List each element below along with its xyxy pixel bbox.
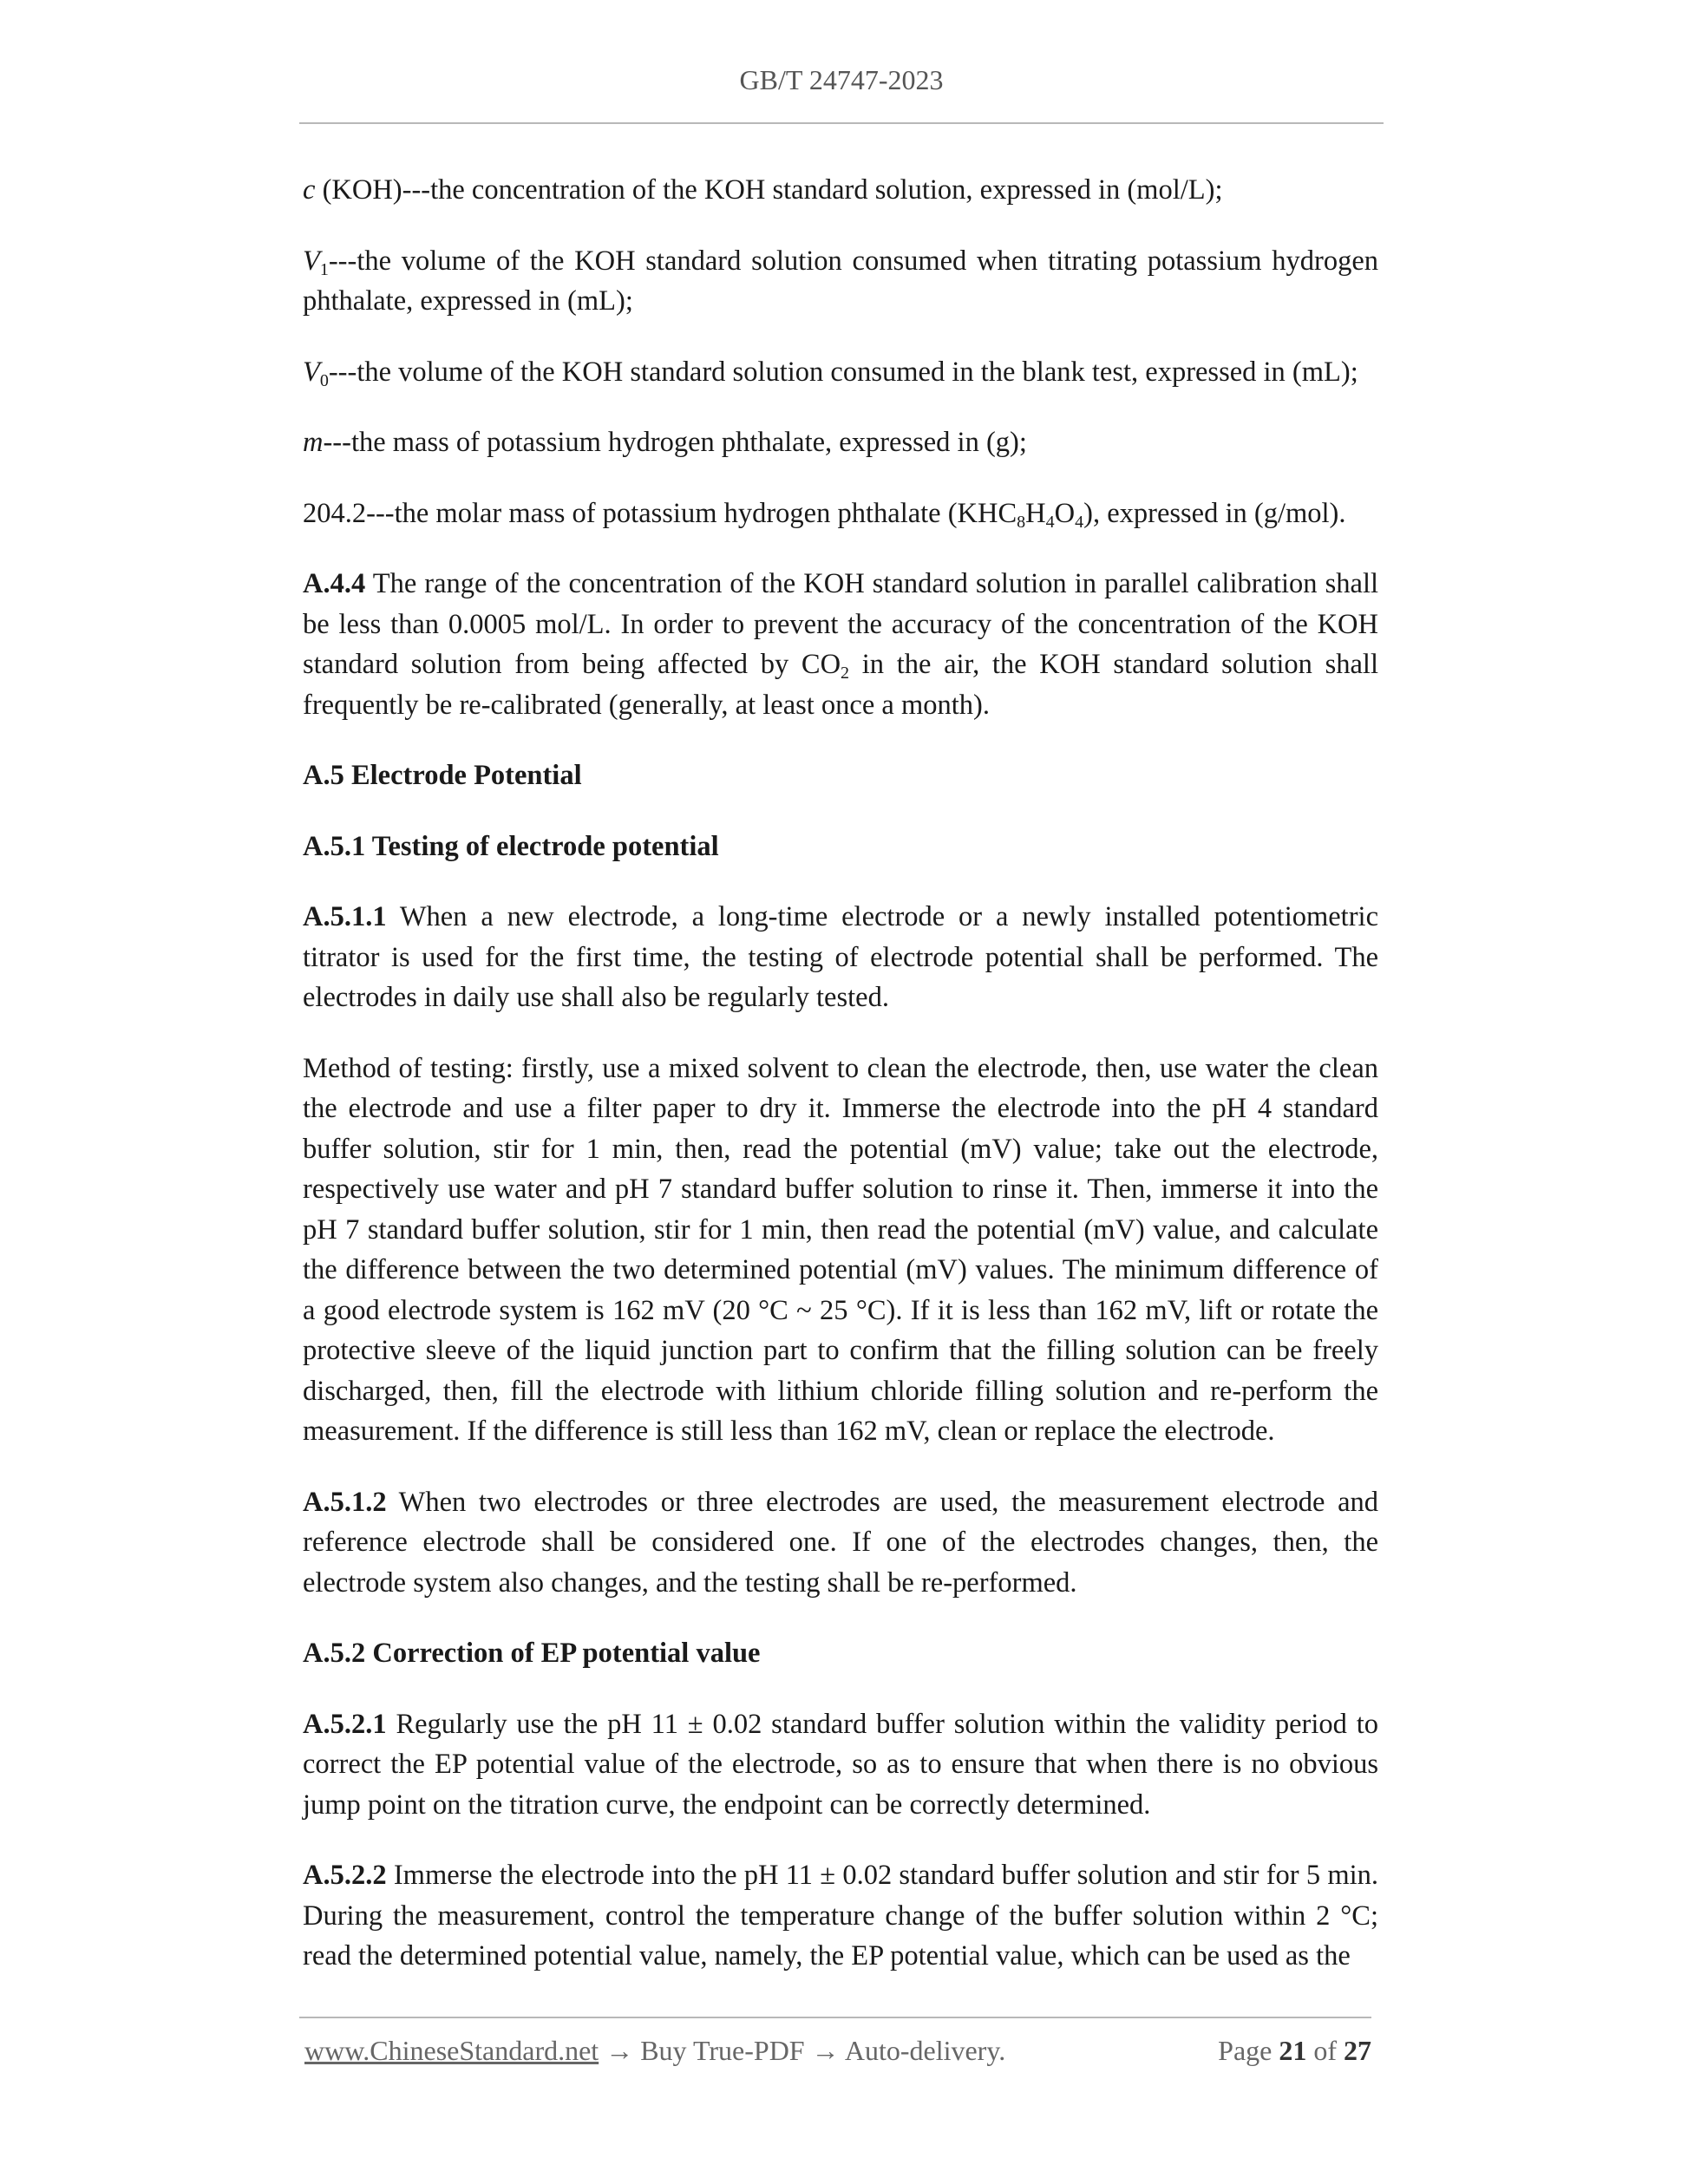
total-pages: 27 — [1344, 2035, 1371, 2066]
page-label: Page — [1218, 2035, 1279, 2066]
section-heading-a51: A.5.1 Testing of electrode potential — [303, 830, 719, 862]
clause-text: in the air, the KOH standard solution shall frequently be re-calibrated (generally, at least once a month). — [303, 649, 1378, 721]
definition-v1 — [303, 241, 1378, 322]
definition-text: ---the volume of the KOH standard solution consumed when titrating potassium hydrogen phthalate, expressed in (mL); — [303, 245, 1378, 317]
symbol-v: V — [303, 356, 320, 388]
subscript: 2 — [841, 664, 850, 683]
footer-divider — [299, 2017, 1371, 2018]
clause-text: The range of the concentration of the KOH standard solution in parallel calibration shall be less than 0.0005 mol/L. In order to prevent the accuracy of the concentration of the KOH standard solution from being affected by CO — [303, 568, 1378, 680]
clause-a44 — [303, 564, 1378, 725]
clause-number: A.5.1.2 — [303, 1486, 387, 1518]
clause-number: A.5.2.1 — [303, 1708, 387, 1740]
text-segment: ), expressed in (g/mol). — [1083, 497, 1346, 529]
clause-text: Regularly use the pH 11 ± 0.02 standard buffer solution within the validity period to correct the EP potential value of the electrode, so as to ensure that when there is no obvious jump point on the titration curve, the endpoint can be correctly determined. — [303, 1708, 1378, 1821]
section-heading-a5: A.5 Electrode Potential — [303, 760, 582, 791]
current-page: 21 — [1279, 2035, 1307, 2066]
text-segment: H — [1025, 497, 1046, 529]
definition-text: ---the volume of the KOH standard solution consumed in the blank test, expressed in (mL); — [328, 356, 1358, 388]
clause-text: Immerse the electrode into the pH 11 ± 0.02 standard buffer solution and stir for 5 min. During the measurement, control the temperature change of the buffer solution within 2 °C; read the determined potential value, namely, the EP potential value, which can be used as the — [303, 1860, 1378, 1971]
subscript: 8 — [1017, 512, 1026, 532]
clause-number: A.5.2.2 — [303, 1860, 387, 1891]
document-body — [303, 170, 1378, 2007]
subscript: 4 — [1075, 512, 1084, 532]
symbol-m: m — [303, 427, 324, 458]
clause-number: A.5.1.1 — [303, 901, 387, 932]
page-header-title: GB/T 24747-2023 — [739, 64, 944, 95]
page-number — [1218, 2035, 1371, 2067]
definition-molar-mass — [303, 494, 1378, 534]
clause-text: When two electrodes or three electrodes are used, the measurement electrode and reference electrode shall be considered one. If one of the electrodes changes, then, the electrode system also changes, and the testing shall be re-performed. — [303, 1486, 1378, 1599]
header-divider — [299, 122, 1384, 124]
text-segment: O — [1054, 497, 1076, 529]
clause-number: A.4.4 — [303, 568, 366, 599]
clause-a512 — [303, 1482, 1378, 1604]
clause-a522 — [303, 1855, 1378, 1977]
page-footer — [304, 2035, 1371, 2067]
definition-v0 — [303, 352, 1378, 393]
subscript: 4 — [1045, 512, 1055, 532]
footer-promo — [304, 2035, 1005, 2067]
symbol-c: c — [303, 174, 316, 206]
of-label: of — [1306, 2035, 1344, 2066]
clause-a521 — [303, 1704, 1378, 1826]
definition-c — [303, 170, 1378, 211]
subscript: 1 — [319, 259, 329, 279]
method-paragraph: Method of testing: firstly, use a mixed solvent to clean the electrode, then, use water the clean the electrode and use a filter paper to dry it. Immerse the electrode into the pH 4 standard buffer solution, stir for 1 min, then, read the potential (mV) value; take out the electrode, respectively use water and pH 7 standard buffer solution to rinse it. Then, immerse it into the pH 7 standard buffer solution, stir for 1 min, then read the potential (mV) value, and calculate the difference between the two determined potential (mV) values. The minimum difference of a good electrode system is 162 mV (20 °C ~ 25 °C). If it is less than 162 mV, lift or rotate the protective sleeve of the liquid junction part to confirm that the filling solution can be freely discharged, then, fill the electrode with lithium chloride filling solution and re-perform the measurement. If the difference is still less than 162 mV, clean or replace the electrode. — [303, 1052, 1378, 1447]
website-link[interactable]: www.ChineseStandard.net — [304, 2035, 599, 2066]
definition-text: ---the mass of potassium hydrogen phthalate, expressed in (g); — [323, 427, 1027, 458]
section-heading-a52: A.5.2 Correction of EP potential value — [303, 1638, 761, 1669]
clause-text: When a new electrode, a long-time electrode or a newly installed potentiometric titrator is used for the first time, the testing of electrode potential shall be performed. The electrodes in daily use shall also be regularly tested. — [303, 901, 1378, 1013]
text-segment: 204.2---the molar mass of potassium hydrogen phthalate (KHC — [303, 497, 1017, 529]
symbol-v: V — [303, 245, 320, 277]
definition-m — [303, 422, 1378, 463]
footer-promo-text: → Buy True-PDF → Auto-delivery. — [599, 2035, 1006, 2066]
definition-text: (KOH)---the concentration of the KOH standard solution, expressed in (mol/L); — [315, 174, 1223, 206]
subscript: 0 — [319, 370, 329, 390]
clause-a511 — [303, 897, 1378, 1018]
